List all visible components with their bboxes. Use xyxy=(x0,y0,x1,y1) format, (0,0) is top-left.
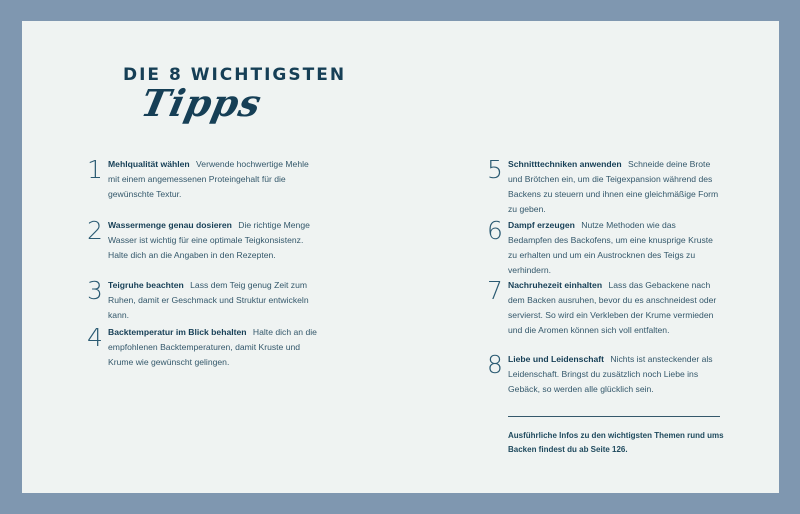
tip-body xyxy=(108,157,322,202)
tip-text: Lass das Gebackene nach dem Backen ausruhen, bevor du es anschneidest oder servierst. So wird ein Verkleben der Krume vermieden und die Aromen können sich voll entfalten. xyxy=(508,280,717,335)
tip-heading: Backtemperatur im Blick behalten xyxy=(108,327,247,337)
tip-body xyxy=(508,352,722,397)
tip-body xyxy=(508,157,722,217)
tip-heading: Mehlqualität wählen xyxy=(108,159,190,169)
tip-number: 8 xyxy=(487,350,503,379)
page-title-script: Tipps xyxy=(137,81,266,125)
tip-number: 4 xyxy=(87,323,103,352)
tip-heading: Liebe und Leidenschaft xyxy=(508,354,604,364)
tip-text: Halte dich an die empfohlenen Backtemperaturen, damit Kruste und Krume wie gewünscht gelingen. xyxy=(108,327,317,367)
tip-text: Schneide deine Brote und Brötchen ein, um die Teigexpansion während des Backens zu steuern und ihnen eine gleichmäßige Form zu geben. xyxy=(508,159,719,214)
tip-body xyxy=(108,325,322,370)
tip-number: 5 xyxy=(487,155,503,184)
tip-heading: Dampf erzeugen xyxy=(508,220,575,230)
tip-heading: Nachruhezeit einhalten xyxy=(508,280,603,290)
tip-text: Nichts ist ansteckender als Leidenschaft. Bringst du zusätzlich noch Liebe ins Gebäck, so werden alle glücklich sein. xyxy=(508,354,713,394)
tip-number: 7 xyxy=(487,276,503,305)
tip-body xyxy=(508,218,722,278)
footer-note: Ausführliche Infos zu den wichtigsten Themen rund ums Backen findest du ab Seite 126. xyxy=(508,431,724,454)
tip-body xyxy=(508,278,722,338)
tip-number: 1 xyxy=(87,155,103,184)
tip-body xyxy=(108,218,322,263)
tip-heading: Schnitttechniken anwenden xyxy=(508,159,622,169)
tip-text: Lass dem Teig genug Zeit zum Ruhen, damit er Geschmack und Struktur entwickeln kann. xyxy=(108,280,309,320)
tip-heading: Teigruhe beachten xyxy=(108,280,184,290)
tip-number: 3 xyxy=(87,276,103,305)
tip-body xyxy=(108,278,322,323)
tip-text: Die richtige Menge Wasser ist wichtig für eine optimale Teigkonsistenz. Halte dich an die Angaben in den Rezepten. xyxy=(108,220,310,260)
tip-number: 6 xyxy=(487,216,503,245)
tip-heading: Wassermenge genau dosieren xyxy=(108,220,232,230)
tip-number: 2 xyxy=(87,216,103,245)
book-page xyxy=(22,21,779,493)
tip-text: Verwende hochwertige Mehle mit einem angemessenen Proteingehalt für die gewünschte Textur. xyxy=(108,159,309,199)
tip-text: Nutze Methoden wie das Bedampfen des Backofens, um eine knusprige Kruste zu erhalten und um ein Austrocknen des Teigs zu verhindern. xyxy=(508,220,713,275)
divider xyxy=(508,416,720,417)
page-title: DIE 8 WICHTIGSTEN xyxy=(123,65,347,85)
